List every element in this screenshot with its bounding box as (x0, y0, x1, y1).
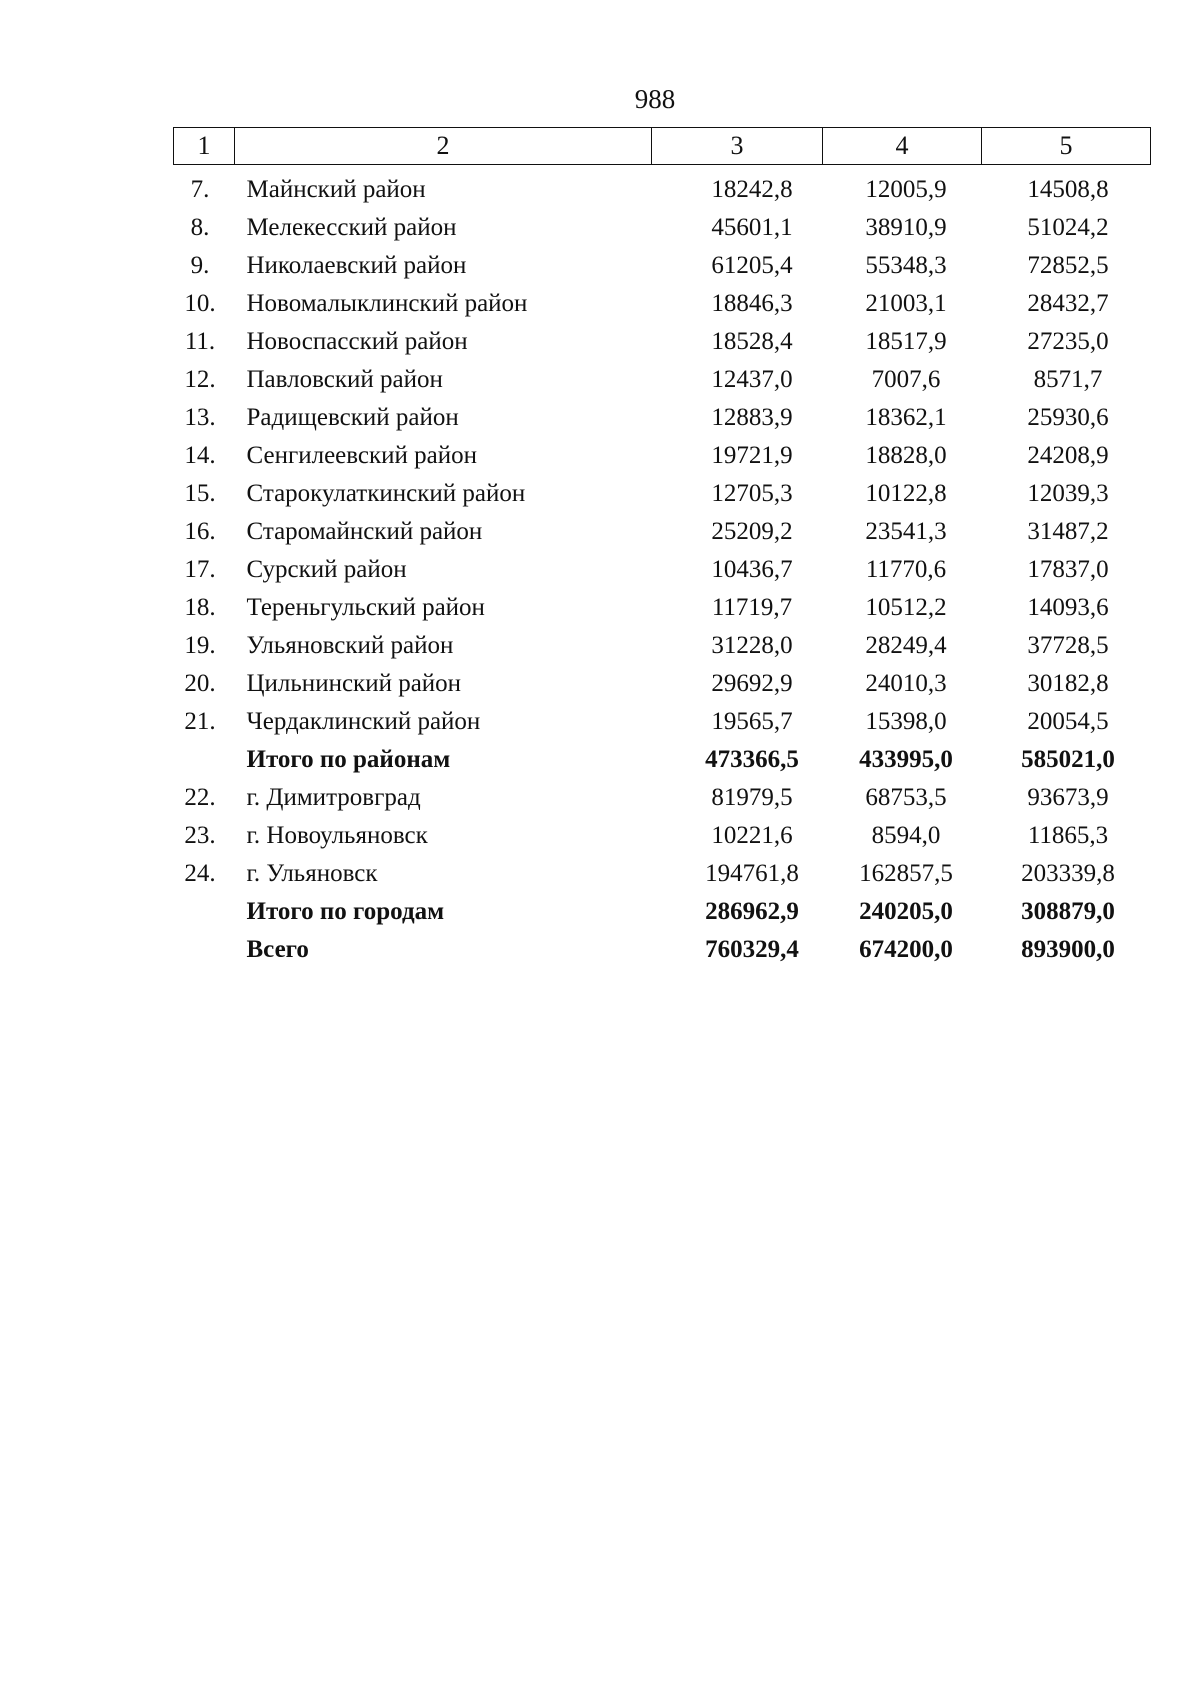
row-value-col5: 585021,0 (1021, 746, 1115, 773)
row-value-col3: 286962,9 (705, 898, 799, 925)
row-name: Сурский район (246, 556, 407, 583)
total-row (174, 893, 1151, 931)
row-number: 10. (184, 290, 216, 317)
row-name: Чердаклинский район (246, 708, 481, 735)
row-name: Майнский район (246, 176, 426, 203)
row-value-col3: 12705,3 (711, 480, 793, 507)
row-name: Павловский район (246, 366, 443, 393)
row-number: 12. (184, 366, 216, 393)
row-name: г. Димитровград (246, 784, 421, 811)
table-row (174, 703, 1151, 741)
row-number: 9. (190, 252, 210, 279)
table-row (174, 247, 1151, 285)
row-value-col4: 10122,8 (865, 480, 947, 507)
row-value-col3: 81979,5 (711, 784, 793, 811)
row-value-col5: 28432,7 (1027, 290, 1109, 317)
table-row (174, 285, 1151, 323)
row-value-col3: 473366,5 (705, 746, 799, 773)
header-col-2: 2 (235, 128, 652, 165)
row-name: Сенгилеевский район (246, 442, 478, 469)
row-value-col5: 25930,6 (1027, 404, 1109, 431)
row-value-col3: 10221,6 (711, 822, 793, 849)
row-number: 21. (184, 708, 216, 735)
row-value-col4: 7007,6 (871, 366, 941, 393)
total-row (174, 931, 1151, 969)
row-number: 22. (184, 784, 216, 811)
table-row (174, 779, 1151, 817)
row-value-col4: 28249,4 (865, 632, 947, 659)
row-name: Итого по городам (246, 898, 445, 925)
row-value-col4: 18517,9 (865, 328, 947, 355)
row-name: Цильнинский район (246, 670, 462, 697)
row-value-col3: 194761,8 (705, 860, 799, 887)
table-row (174, 361, 1151, 399)
row-number: 23. (184, 822, 216, 849)
row-value-col4: 8594,0 (871, 822, 941, 849)
row-name: Радищевский район (246, 404, 459, 431)
row-value-col4: 18362,1 (865, 404, 947, 431)
row-name: Всего (246, 936, 309, 963)
row-value-col4: 18828,0 (865, 442, 947, 469)
table-row (174, 817, 1151, 855)
row-value-col3: 61205,4 (711, 252, 793, 279)
row-value-col4: 162857,5 (859, 860, 953, 887)
row-value-col3: 18242,8 (711, 176, 793, 203)
header-col-5: 5 (982, 128, 1151, 165)
row-value-col5: 893900,0 (1021, 936, 1115, 963)
row-name: г. Новоульяновск (246, 822, 428, 849)
row-number (174, 931, 235, 969)
header-col-4: 4 (823, 128, 982, 165)
row-value-col4: 10512,2 (865, 594, 947, 621)
row-number: 17. (184, 556, 216, 583)
row-value-col4: 38910,9 (865, 214, 947, 241)
row-name: Старокулаткинский район (246, 480, 526, 507)
row-name: Николаевский район (246, 252, 467, 279)
row-value-col5: 51024,2 (1027, 214, 1109, 241)
table-row (174, 513, 1151, 551)
row-name: Мелекесский район (246, 214, 457, 241)
row-value-col3: 45601,1 (711, 214, 793, 241)
table-row (174, 551, 1151, 589)
row-value-col5: 11865,3 (1027, 822, 1109, 849)
row-number: 13. (184, 404, 216, 431)
row-value-col3: 18846,3 (711, 290, 793, 317)
table-row (174, 589, 1151, 627)
row-value-col4: 15398,0 (865, 708, 947, 735)
header-row (174, 128, 1151, 165)
row-number: 11. (184, 328, 216, 355)
row-value-col4: 23541,3 (865, 518, 947, 545)
row-value-col4: 11770,6 (865, 556, 947, 583)
row-value-col3: 19721,9 (711, 442, 793, 469)
row-value-col5: 20054,5 (1027, 708, 1109, 735)
row-value-col3: 19565,7 (711, 708, 793, 735)
total-row (174, 741, 1151, 779)
row-number (174, 741, 235, 779)
row-value-col4: 433995,0 (859, 746, 953, 773)
row-value-col3: 18528,4 (711, 328, 793, 355)
row-value-col3: 10436,7 (711, 556, 793, 583)
row-value-col5: 30182,8 (1027, 670, 1109, 697)
row-value-col5: 93673,9 (1027, 784, 1109, 811)
row-number: 8. (190, 214, 210, 241)
table-row (174, 209, 1151, 247)
row-number: 14. (184, 442, 216, 469)
row-value-col4: 68753,5 (865, 784, 947, 811)
row-value-col3: 12437,0 (711, 366, 793, 393)
row-value-col3: 12883,9 (711, 404, 793, 431)
row-name: Старомайнский район (246, 518, 483, 545)
row-number: 7. (190, 176, 210, 203)
row-value-col5: 308879,0 (1021, 898, 1115, 925)
table-row (174, 323, 1151, 361)
row-value-col5: 37728,5 (1027, 632, 1109, 659)
table-row (174, 165, 1151, 210)
row-value-col3: 31228,0 (711, 632, 793, 659)
row-value-col5: 14508,8 (1027, 176, 1109, 203)
row-value-col3: 11719,7 (711, 594, 793, 621)
row-value-col4: 674200,0 (859, 936, 953, 963)
row-name: Итого по районам (246, 746, 451, 773)
table-row (174, 855, 1151, 893)
table-row (174, 665, 1151, 703)
row-value-col4: 240205,0 (859, 898, 953, 925)
row-value-col4: 21003,1 (865, 290, 947, 317)
table-row (174, 399, 1151, 437)
row-value-col5: 31487,2 (1027, 518, 1109, 545)
row-value-col5: 27235,0 (1027, 328, 1109, 355)
row-value-col5: 72852,5 (1027, 252, 1109, 279)
row-value-col5: 17837,0 (1027, 556, 1109, 583)
row-value-col5: 12039,3 (1027, 480, 1109, 507)
row-value-col3: 760329,4 (705, 936, 799, 963)
row-number: 18. (184, 594, 216, 621)
row-number: 20. (184, 670, 216, 697)
header-col-1: 1 (174, 128, 235, 165)
data-table (173, 127, 1151, 969)
row-name: Новомалыклинский район (246, 290, 528, 317)
table-header (174, 128, 1151, 165)
row-number: 19. (184, 632, 216, 659)
row-number: 24. (184, 860, 216, 887)
table-body (174, 165, 1151, 970)
row-value-col3: 25209,2 (711, 518, 793, 545)
row-name: Новоспасский район (246, 328, 468, 355)
row-value-col4: 55348,3 (865, 252, 947, 279)
row-value-col5: 14093,6 (1027, 594, 1109, 621)
row-name: г. Ульяновск (246, 860, 378, 887)
row-value-col5: 203339,8 (1021, 860, 1115, 887)
row-value-col5: 24208,9 (1027, 442, 1109, 469)
row-value-col5: 8571,7 (1033, 366, 1103, 393)
table-row (174, 627, 1151, 665)
row-value-col4: 12005,9 (865, 176, 947, 203)
row-name: Тереньгульский район (246, 594, 485, 621)
row-number: 15. (184, 480, 216, 507)
row-value-col4: 24010,3 (865, 670, 947, 697)
row-number: 16. (184, 518, 216, 545)
row-name: Ульяновский район (246, 632, 454, 659)
table-row (174, 437, 1151, 475)
header-col-3: 3 (652, 128, 823, 165)
table-row (174, 475, 1151, 513)
row-number (174, 893, 235, 931)
row-value-col3: 29692,9 (711, 670, 793, 697)
page-number: 988 (634, 84, 676, 114)
